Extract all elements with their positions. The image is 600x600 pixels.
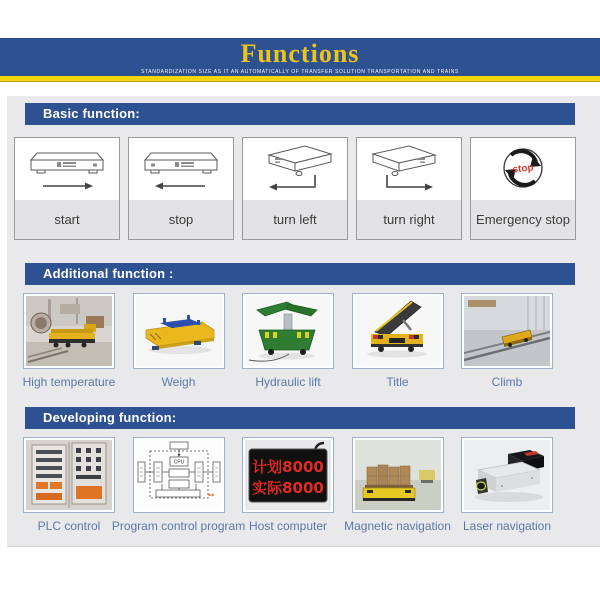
led-display-photo — [245, 440, 331, 510]
card-laser-navigation — [461, 437, 553, 533]
card-label-host-computer: Host computer — [248, 519, 328, 533]
basic-box-turn-right — [356, 137, 462, 240]
card-label-magnetic-navigation: Magnetic navigation — [344, 519, 451, 533]
hydraulic-lift-cart-photo — [245, 296, 331, 366]
card-label-weigh: Weigh — [161, 375, 196, 389]
basic-label-emergency-stop: Emergency stop — [471, 200, 575, 239]
developing-function-row — [23, 437, 553, 533]
weigh-cart-photo — [136, 296, 222, 366]
section-header-basic: Basic function: — [25, 103, 575, 125]
card-climb — [461, 293, 553, 389]
basic-label-stop: stop — [129, 200, 233, 239]
card-magnetic-navigation — [344, 437, 451, 533]
basic-box-emergency-stop — [470, 137, 576, 240]
content-panel — [7, 96, 600, 547]
led-line-2: 实际8000 — [252, 479, 324, 497]
section-header-additional: Additional function : — [25, 263, 575, 285]
accent-stripe — [0, 76, 600, 82]
card-label-plc-control: PLC control — [37, 519, 101, 533]
emergency-stop-text: stop — [512, 161, 535, 176]
card-weigh — [133, 293, 225, 389]
card-title-tilt — [352, 293, 444, 389]
laser-device-photo — [464, 440, 550, 510]
diagram-watermark: ◆◆ — [207, 492, 214, 497]
card-label-laser-navigation: Laser navigation — [462, 519, 552, 533]
section-header-developing: Developing function: — [25, 407, 575, 429]
header-tagline: STANDARDIZATION SIZE AS IT AN AUTOMATICALLY OF TRANSFER SOLUTION TRANSPORTATION AND TRAINS — [141, 69, 459, 75]
header-band — [0, 38, 600, 76]
tilt-cart-photo — [355, 296, 441, 366]
card-label-hydraulic-lift: Hydraulic lift — [255, 375, 321, 389]
basic-label-turn-right: turn right — [357, 200, 461, 239]
page-title: Functions — [240, 39, 360, 68]
card-plc-control — [23, 437, 115, 533]
cart-front-arrow-left-icon — [129, 139, 233, 200]
additional-function-row — [23, 293, 553, 389]
basic-box-start — [14, 137, 120, 240]
control-flow-diagram — [136, 440, 222, 510]
card-host-computer — [242, 437, 334, 533]
cart-perspective-arrow-left-icon — [243, 139, 347, 200]
basic-label-turn-left: turn left — [243, 200, 347, 239]
basic-label-start: start — [15, 200, 119, 239]
led-line-1: 计划8000 — [252, 458, 324, 476]
card-program-control — [111, 437, 246, 533]
card-label-program-control: Program control program — [111, 519, 246, 533]
basic-box-turn-left — [242, 137, 348, 240]
card-hydraulic-lift — [242, 293, 334, 389]
card-high-temperature — [23, 293, 115, 389]
climb-cart-photo — [464, 296, 550, 366]
cart-front-arrow-right-icon — [15, 139, 119, 200]
diagram-cpu-label: CPU — [173, 459, 184, 466]
basic-function-row — [14, 137, 576, 240]
high-temperature-cart-photo — [26, 296, 112, 366]
cart-perspective-arrow-right-icon — [357, 139, 461, 200]
card-label-title: Title — [386, 375, 409, 389]
card-label-high-temperature: High temperature — [22, 375, 116, 389]
basic-box-stop — [128, 137, 234, 240]
agv-cart-photo — [355, 440, 441, 510]
card-label-climb: Climb — [491, 375, 523, 389]
plc-cabinets-photo — [26, 440, 112, 510]
circular-arrows-stop-icon — [471, 139, 575, 200]
